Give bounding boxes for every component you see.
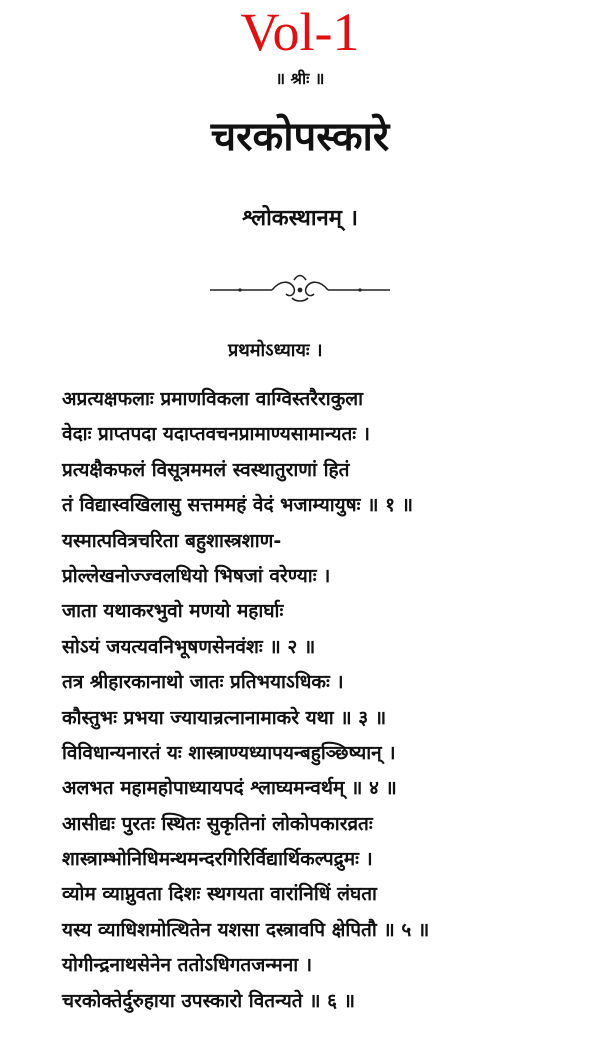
verse-line: तं विद्यास्वखिलासु सत्तममहं वेदं भजाम्यायुषः ॥ १ ॥ <box>62 494 413 517</box>
verse-line: चरकोक्तेर्दुरुहाया उपस्कारो वितन्यते ॥ ६ ॥ <box>62 989 356 1012</box>
verse-line: अप्रत्यक्षफलाः प्रमाणविकला वाग्विस्तरैराकुला <box>62 388 364 410</box>
verse-line: व्योम व्याप्नुवता दिशः स्थगयता वारांनिधिं लंघता <box>62 883 377 906</box>
verse-list <box>62 382 582 1019</box>
chapter-heading: प्रथमोऽध्यायः । <box>228 340 323 361</box>
verse-line: सोऽयं जयत्यवनिभूषणसेनवंशः ॥ २ ॥ <box>62 635 316 658</box>
verse-line: विविधान्यनारतं यः शास्त्राण्यध्यापयन्बहुञ्छिष्यान् । <box>62 741 396 764</box>
invocation: ॥ श्रीः ॥ <box>275 69 325 88</box>
volume-label: Vol-1 <box>240 2 360 62</box>
ornament-divider <box>210 268 390 308</box>
verse-line: आसीद्यः पुरतः स्थितः सुकृतिनां लोकोपकारव्रतः <box>62 812 373 835</box>
verse-line: जाता यथाकरभुवो मणयो महार्घाः <box>62 600 284 623</box>
verse-line: अलभत महामहोपाध्यायपदं श्लाघ्यमन्वर्थम् ॥ ४ ॥ <box>62 777 397 800</box>
verse-line: यस्मात्पवित्रचरिता बहुशास्त्रशाण- <box>62 529 282 552</box>
section-title: श्लोकस्थानम् । <box>242 206 358 231</box>
verse-line: कौस्तुभः प्रभया ज्यायान्रत्नानामाकरे यथा ॥ ३ ॥ <box>62 706 387 729</box>
verse-line: तत्र श्रीहारकानाथो जातः प्रतिभयाऽधिकः । <box>62 671 344 694</box>
verse-line: वेदाः प्राप्तपदा यदाप्तवचनप्रामाण्यसामान्यतः । <box>62 423 370 446</box>
verse-line: योगीन्द्रनाथसेनेन ततोऽधिगतजन्मना । <box>62 954 313 977</box>
verse-line: प्रोल्लेखनोज्ज्वलधियो भिषजां वरेण्याः । <box>62 564 331 587</box>
book-title: चरकोपस्कारे <box>210 114 390 160</box>
verse-line: प्रत्यक्षैकफलं विसूत्रममलं स्वस्थातुराणां हितं <box>62 458 350 481</box>
verse-line: यस्य व्याधिशमोत्थितेन यशसा दस्त्रावपि क्षेपितौ ॥ ५ ॥ <box>62 918 430 941</box>
verse-line: शास्त्राम्भोनिधिमन्थमन्दरगिरिर्विद्यार्थिकल्पद्रुमः । <box>62 848 373 871</box>
